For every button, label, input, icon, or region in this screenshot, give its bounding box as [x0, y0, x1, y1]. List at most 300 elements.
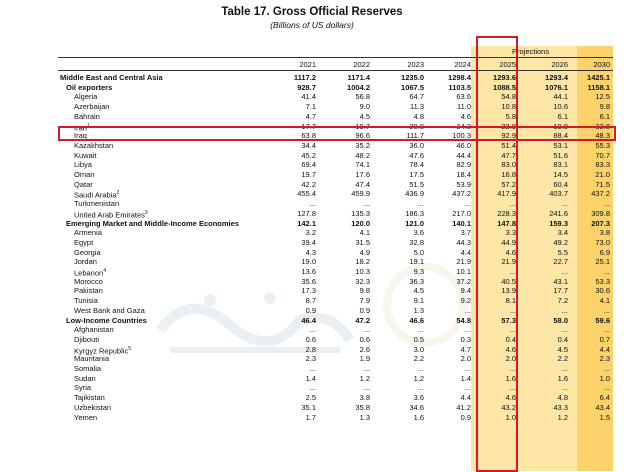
- cell-2030: 207.3: [591, 218, 610, 228]
- table-row: [58, 209, 613, 219]
- cell-2021: 1.7: [305, 412, 316, 422]
- cell-2022: 56.8: [355, 92, 370, 102]
- cell-2025: 4.6: [505, 344, 516, 354]
- cell-2021: 127.8: [297, 208, 316, 218]
- cell-2021: 4.7: [305, 111, 316, 121]
- cell-2021: 35.6: [301, 276, 316, 286]
- table-row: [58, 102, 613, 112]
- cell-2022: 2.6: [359, 344, 370, 354]
- row-label: Iran$^1$: [74, 122, 90, 132]
- table-row: [58, 199, 613, 209]
- cell-2030: 30.6: [595, 286, 610, 296]
- cell-2023: 64.7: [409, 92, 424, 102]
- cell-2022: 0.9: [359, 305, 370, 315]
- cell-2026: 58.0: [553, 315, 568, 325]
- cell-2022: 7.9: [359, 296, 370, 306]
- cell-2024: ...: [464, 305, 471, 315]
- table-row: [58, 393, 613, 403]
- table-row: [58, 228, 613, 238]
- cell-2030: 9.8: [599, 102, 610, 112]
- cell-2025: ...: [509, 383, 516, 393]
- cell-2026: ...: [561, 267, 568, 276]
- cell-2022: 35.8: [355, 402, 370, 412]
- table-row: [58, 92, 613, 102]
- cell-2021: 2.8: [305, 344, 316, 354]
- cell-2022: 17.6: [355, 170, 370, 179]
- cell-2023: 1235.0: [401, 73, 424, 82]
- cell-2026: 83.1: [553, 160, 568, 170]
- cell-2030: 6.4: [599, 393, 610, 403]
- row-label: Azerbaijan: [74, 102, 110, 112]
- row-label: Afghanistan: [74, 325, 114, 335]
- cell-2025: 16.8: [501, 170, 516, 179]
- header-rule-top: [58, 57, 613, 58]
- cell-2025: 228.3: [497, 208, 516, 218]
- cell-2022: 47.2: [355, 315, 370, 325]
- cell-2021: 1.4: [305, 373, 316, 383]
- cell-2025: 51.4: [501, 140, 516, 150]
- cell-2024: 44.4: [456, 150, 471, 160]
- cell-2021: 34.4: [301, 140, 316, 150]
- cell-2021: 928.7: [297, 82, 316, 92]
- row-label: Iraq: [74, 131, 87, 141]
- cell-2021: 35.1: [301, 402, 316, 412]
- table-row: [58, 257, 613, 267]
- cell-2030: 4.1: [599, 296, 610, 306]
- footnote-marker: 1: [86, 122, 90, 129]
- cell-2025: 417.9: [497, 189, 516, 199]
- cell-2024: 46.0: [456, 140, 471, 150]
- cell-2023: 436.9: [405, 189, 424, 199]
- cell-2025: 54.8: [501, 92, 516, 102]
- cell-2024: ...: [464, 383, 471, 393]
- cell-2024: 140.1: [452, 218, 471, 228]
- cell-2024: 2.0: [460, 354, 471, 364]
- cell-2021: 2.3: [305, 354, 316, 364]
- cell-2024: 21.9: [456, 257, 471, 267]
- year-header-2023: 2023: [407, 60, 424, 69]
- cell-2021: 17.7: [301, 121, 316, 131]
- cell-2025: 43.2: [501, 402, 516, 412]
- cell-2023: 186.3: [405, 208, 424, 218]
- cell-2023: 0.5: [413, 334, 424, 344]
- cell-2022: 1.3: [359, 412, 370, 422]
- cell-2024: 1298.4: [448, 73, 471, 82]
- row-label: Middle East and Central Asia: [60, 73, 163, 82]
- cell-2023: 1067.5: [401, 82, 424, 92]
- cell-2022: 10.3: [355, 267, 370, 276]
- cell-2030: 0.7: [599, 334, 610, 344]
- cell-2025: 83.0: [501, 160, 516, 170]
- cell-2022: 32.3: [355, 276, 370, 286]
- cell-2025: 21.9: [501, 257, 516, 267]
- cell-2024: 41.2: [456, 402, 471, 412]
- cell-2026: 403.7: [549, 189, 568, 199]
- cell-2030: 6.1: [599, 111, 610, 121]
- cell-2023: 34.6: [409, 402, 424, 412]
- table-row: [58, 354, 613, 364]
- cell-2022: 459.9: [351, 189, 370, 199]
- cell-2024: 4.7: [460, 344, 471, 354]
- cell-2022: 31.5: [355, 237, 370, 247]
- year-header-2026: 2026: [551, 60, 568, 69]
- table-row: [58, 267, 613, 277]
- cell-2026: 53.1: [553, 140, 568, 150]
- footnote-marker: 2: [116, 190, 120, 197]
- cell-2024: 18.4: [456, 170, 471, 179]
- cell-2023: 17.5: [409, 170, 424, 179]
- row-label: Syria: [74, 383, 92, 393]
- cell-2022: 1.9: [359, 354, 370, 364]
- header-rule-bottom: [58, 70, 613, 71]
- cell-2025: 8.1: [505, 296, 516, 306]
- cell-2026: 88.4: [553, 131, 568, 141]
- cell-2030: 309.8: [591, 208, 610, 218]
- cell-2026: 22.7: [553, 257, 568, 267]
- row-label: Morocco: [74, 276, 103, 286]
- cell-2024: 54.8: [456, 315, 471, 325]
- cell-2023: 47.6: [409, 150, 424, 160]
- cell-2021: 455.4: [297, 189, 316, 199]
- table-row: [58, 277, 613, 287]
- cell-2025: 147.8: [497, 218, 516, 228]
- cell-2022: 1171.4: [347, 73, 370, 82]
- cell-2022: 19.7: [355, 121, 370, 131]
- table-row: [58, 238, 613, 248]
- cell-2024: 53.9: [456, 179, 471, 189]
- row-label: Uzbekistan: [74, 402, 112, 412]
- row-label: Oman: [74, 170, 95, 179]
- cell-2025: ...: [509, 305, 516, 315]
- cell-2025: 1.0: [505, 412, 516, 422]
- row-label: Jordan: [74, 257, 97, 267]
- table-row: [58, 296, 613, 306]
- cell-2025: ...: [509, 364, 516, 373]
- cell-2025: ...: [509, 267, 516, 276]
- cell-2030: 437.2: [591, 189, 610, 199]
- cell-2025: 1293.6: [493, 73, 516, 82]
- cell-2023: 3.6: [413, 393, 424, 403]
- cell-2022: ...: [363, 325, 370, 335]
- cell-2030: 4.4: [599, 344, 610, 354]
- cell-2026: 43.1: [553, 276, 568, 286]
- cell-2025: 4.6: [505, 393, 516, 403]
- cell-2024: 4.4: [460, 247, 471, 257]
- table-row: [58, 286, 613, 296]
- cell-2022: 1.2: [359, 373, 370, 383]
- cell-2021: 42.2: [301, 179, 316, 189]
- row-label: United Arab Emirates$^3$: [74, 209, 148, 220]
- cell-2021: 63.8: [301, 131, 316, 141]
- cell-2023: 51.5: [409, 179, 424, 189]
- table-row: [58, 160, 613, 170]
- cell-2025: 40.5: [501, 276, 516, 286]
- row-label: Egypt: [74, 237, 94, 247]
- cell-2024: ...: [464, 364, 471, 373]
- cell-2026: ...: [561, 364, 568, 373]
- cell-2021: 0.9: [305, 305, 316, 315]
- cell-2024: 24.3: [456, 121, 471, 131]
- cell-2030: ...: [603, 267, 610, 276]
- cell-2030: ...: [603, 383, 610, 393]
- cell-2024: 9.4: [460, 286, 471, 296]
- cell-2024: 11.0: [456, 102, 471, 112]
- row-label: Bahrain: [74, 111, 100, 121]
- row-label: Turkmenistan: [74, 199, 120, 209]
- cell-2025: 10.8: [501, 102, 516, 112]
- cell-2022: 135.3: [351, 208, 370, 218]
- row-label: Sudan: [74, 373, 96, 383]
- cell-2023: 1.6: [413, 412, 424, 422]
- cell-2021: 2.5: [305, 393, 316, 403]
- cell-2022: 120.0: [351, 218, 370, 228]
- cell-2023: 36.3: [409, 276, 424, 286]
- row-label: Pakistan: [74, 286, 103, 296]
- cell-2023: 111.7: [406, 131, 424, 141]
- cell-2025: 47.7: [501, 150, 516, 160]
- cell-2030: 73.0: [595, 237, 610, 247]
- cell-2025: 57.2: [501, 179, 516, 189]
- cell-2022: 4.9: [359, 247, 370, 257]
- table-row: [58, 141, 613, 151]
- cell-2025: 13.9: [501, 286, 516, 296]
- cell-2030: 1425.1: [587, 73, 610, 82]
- row-label: Armenia: [74, 228, 102, 238]
- cell-2030: 25.1: [595, 257, 610, 267]
- cell-2030: 21.0: [595, 170, 610, 179]
- cell-2023: 3.0: [413, 344, 424, 354]
- cell-2030: 3.8: [599, 228, 610, 238]
- cell-2026: 14.5: [553, 170, 568, 179]
- table-row: [58, 403, 613, 413]
- cell-2026: 2.2: [557, 354, 568, 364]
- cell-2026: 10.6: [553, 102, 568, 112]
- cell-2021: 13.6: [301, 267, 316, 276]
- cell-2023: 9.3: [413, 267, 424, 276]
- projections-label: Projections: [512, 47, 550, 56]
- row-label: Oil exporters: [66, 82, 113, 92]
- cell-2026: 51.6: [553, 150, 568, 160]
- table-row: [58, 73, 613, 83]
- cell-2026: ...: [561, 199, 568, 209]
- cell-2024: 217.0: [452, 208, 471, 218]
- cell-2022: 48.2: [355, 150, 370, 160]
- cell-2021: 19.7: [301, 170, 316, 179]
- cell-2025: 1.6: [505, 373, 516, 383]
- cell-2026: 4.8: [557, 393, 568, 403]
- cell-2026: ...: [561, 383, 568, 393]
- row-label: Libya: [74, 160, 92, 170]
- cell-2023: 19.1: [409, 257, 424, 267]
- cell-2026: 1.6: [557, 373, 568, 383]
- cell-2021: ...: [309, 199, 316, 209]
- cell-2024: 3.7: [460, 228, 471, 238]
- cell-2023: 9.1: [413, 296, 424, 306]
- cell-2021: 45.2: [301, 150, 316, 160]
- cell-2024: ...: [464, 199, 471, 209]
- cell-2021: 142.1: [297, 218, 316, 228]
- table-row: [58, 180, 613, 190]
- cell-2023: 46.6: [409, 315, 424, 325]
- cell-2024: 44.3: [456, 237, 471, 247]
- cell-2026: 19.9: [553, 121, 568, 131]
- cell-2026: 1.2: [557, 412, 568, 422]
- cell-2021: ...: [309, 383, 316, 393]
- cell-2022: 96.6: [355, 131, 370, 141]
- table-row: [58, 383, 613, 393]
- cell-2030: 53.3: [595, 276, 610, 286]
- cell-2026: 60.4: [553, 179, 568, 189]
- cell-2025: 2.0: [505, 354, 516, 364]
- table-title: Table 17. Gross Official Reserves: [221, 6, 403, 18]
- cell-2022: 9.0: [359, 102, 370, 112]
- table-row: [58, 345, 613, 355]
- cell-2030: 83.3: [595, 160, 610, 170]
- cell-2024: 82.9: [456, 160, 471, 170]
- cell-2023: 3.6: [413, 228, 424, 238]
- table-row: [58, 306, 613, 316]
- cell-2023: 1.3: [413, 305, 424, 315]
- table-row: [58, 325, 613, 335]
- cell-2021: 41.4: [301, 92, 316, 102]
- cell-2024: 4.6: [460, 111, 471, 121]
- cell-2030: 59.6: [595, 315, 610, 325]
- cell-2022: 3.8: [359, 393, 370, 403]
- table-row: [58, 151, 613, 161]
- row-label: Low-Income Countries: [66, 315, 147, 325]
- year-header-2022: 2022: [353, 60, 370, 69]
- cell-2030: 70.7: [595, 150, 610, 160]
- cell-2023: 4.8: [413, 111, 424, 121]
- cell-2021: ...: [309, 364, 316, 373]
- row-label: Yemen: [74, 412, 98, 422]
- cell-2025: 1088.5: [493, 82, 516, 92]
- row-label: Emerging Market and Middle-Income Economies: [66, 218, 239, 228]
- cell-2022: 47.4: [355, 179, 370, 189]
- table-row: [58, 219, 613, 229]
- cell-2021: 3.2: [305, 228, 316, 238]
- cell-2023: 2.2: [413, 354, 424, 364]
- cell-2021: 17.3: [301, 286, 316, 296]
- row-label: Lebanon$^4$: [74, 268, 106, 278]
- cell-2022: ...: [363, 364, 370, 373]
- cell-2024: 4.4: [460, 393, 471, 403]
- cell-2023: ...: [417, 325, 424, 335]
- highlight-row-iran: [58, 126, 616, 141]
- cell-2022: 1004.2: [347, 82, 370, 92]
- cell-2022: ...: [363, 199, 370, 209]
- cell-2021: 7.1: [305, 102, 316, 112]
- cell-2025: ...: [509, 325, 516, 335]
- cell-2023: 32.8: [409, 237, 424, 247]
- cell-2025: ...: [509, 199, 516, 209]
- cell-2030: 2.3: [599, 354, 610, 364]
- cell-2025: 5.8: [505, 111, 516, 121]
- cell-2026: 3.4: [557, 228, 568, 238]
- row-label: Saudi Arabia$^2$: [74, 190, 120, 200]
- cell-2021: 4.3: [305, 247, 316, 257]
- row-label: Kyrgyz Republic$^5$: [74, 345, 131, 356]
- cell-2024: 100.3: [452, 131, 471, 141]
- cell-2026: 5.5: [557, 247, 568, 257]
- cell-2030: ...: [603, 199, 610, 209]
- cell-2022: 74.1: [355, 160, 370, 170]
- cell-2024: 1.4: [460, 373, 471, 383]
- table-row: [58, 83, 613, 93]
- cell-2025: 57.3: [501, 315, 516, 325]
- cell-2025: 44.9: [501, 237, 516, 247]
- cell-2030: ...: [603, 305, 610, 315]
- cell-2030: 6.9: [599, 247, 610, 257]
- cell-2024: 1103.5: [448, 82, 471, 92]
- cell-2024: 10.1: [456, 267, 471, 276]
- row-label: Djibouti: [74, 334, 100, 344]
- cell-2021: 19.0: [301, 257, 316, 267]
- cell-2021: 0.6: [305, 334, 316, 344]
- cell-2022: 9.8: [359, 286, 370, 296]
- highlight-column-2025: [476, 36, 518, 472]
- cell-2026: 44.1: [553, 92, 568, 102]
- cell-2023: 20.8: [409, 121, 424, 131]
- cell-2026: 4.5: [557, 344, 568, 354]
- cell-2024: 0.9: [460, 412, 471, 422]
- cell-2022: 4.5: [359, 111, 370, 121]
- cell-2023: 11.3: [409, 102, 424, 112]
- cell-2025: 3.3: [505, 228, 516, 238]
- cell-2022: 0.6: [359, 334, 370, 344]
- cell-2022: 35.2: [355, 140, 370, 150]
- cell-2023: 5.0: [413, 247, 424, 257]
- cell-2024: 437.2: [452, 189, 471, 199]
- cell-2030: 55.3: [595, 140, 610, 150]
- cell-2026: 0.4: [557, 334, 568, 344]
- cell-2030: 12.5: [595, 92, 610, 102]
- table-row: [58, 112, 613, 122]
- cell-2030: 1158.1: [587, 82, 610, 92]
- cell-2023: 78.4: [409, 160, 424, 170]
- row-label: Mauritania: [74, 354, 110, 364]
- table-row: [58, 335, 613, 345]
- cell-2030: 43.4: [595, 402, 610, 412]
- footnote-marker: 5: [128, 345, 131, 352]
- cell-2024: 63.6: [456, 92, 471, 102]
- cell-2026: 43.3: [553, 402, 568, 412]
- table-row: [58, 364, 613, 374]
- cell-2030: 1.5: [599, 412, 610, 422]
- cell-2025: 4.6: [505, 247, 516, 257]
- cell-2023: ...: [417, 199, 424, 209]
- cell-2026: 241.6: [549, 208, 568, 218]
- cell-2025: 22.9: [501, 121, 516, 131]
- cell-2026: 1076.1: [545, 82, 568, 92]
- cell-2023: ...: [417, 383, 424, 393]
- cell-2026: 49.2: [553, 237, 568, 247]
- row-label: Qatar: [74, 179, 93, 189]
- cell-2026: ...: [561, 325, 568, 335]
- cell-2021: 69.4: [301, 160, 316, 170]
- row-label: Tunisia: [74, 296, 98, 306]
- cell-2030: 48.3: [595, 131, 610, 141]
- table-row: [58, 374, 613, 384]
- table-row: [58, 248, 613, 258]
- cell-2022: 18.2: [355, 257, 370, 267]
- year-header-2024: 2024: [454, 60, 471, 69]
- cell-2024: 9.2: [460, 296, 471, 306]
- cell-2021: ...: [309, 325, 316, 335]
- row-label: Kazakhstan: [74, 140, 114, 150]
- table-row: [58, 316, 613, 326]
- cell-2030: ...: [603, 325, 610, 335]
